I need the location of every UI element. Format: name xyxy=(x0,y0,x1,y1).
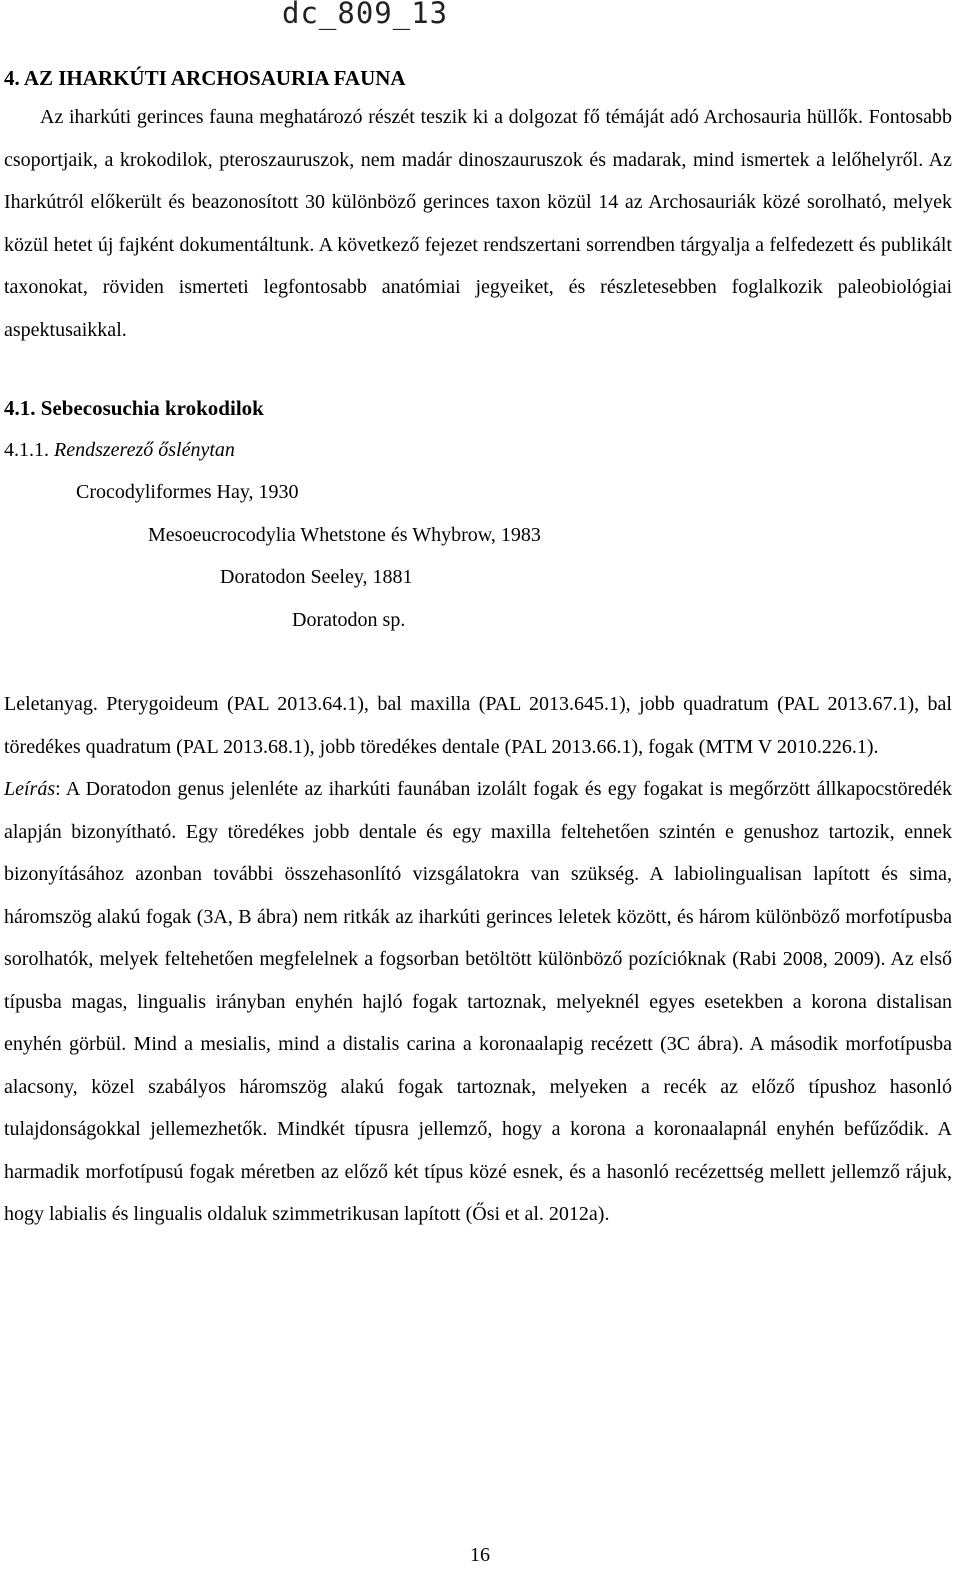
section-title: 4.1. Sebecosuchia krokodilok xyxy=(4,396,264,420)
chapter-title: 4. AZ IHARKÚTI ARCHOSAURIA FAUNA xyxy=(4,66,406,90)
subsection-title: Rendszerező őslénytan xyxy=(54,439,235,461)
material-paragraph: Leletanyag. Pterygoideum (PAL 2013.64.1), bal maxilla (PAL 2013.645.1), jobb quadratum (PAL 2013.67.1), bal töredékes quadratum (PAL 2013.68.1), jobb töredékes dentale (PAL 2013.66.1), fogak (MTM V 2010.226.1). xyxy=(4,693,952,758)
intro-paragraph: Az iharkúti gerinces fauna meghatározó részét teszik ki a dolgozat fő témáját adó Archosauria hüllők. Fontosabb csoportjaik, a krokodilok, pteroszauruszok, nem madár dinoszauruszok és madarak, mind ismertek a lelőhelyről. Az Iharkútról előkerült és beazonosított 30 különböző gerinces taxon közül 14 az Archosauriák közé sorolható, melyek közül hetet új fajként dokumentáltunk. A következő fejezet rendszertani sorrendben tárgyalja a felfedezett és publikált taxonokat, röviden ismerteti legfontosabb anatómiai jegyeiket, és részletesebben foglalkozik paleobiológiai aspektusaikkal. xyxy=(4,106,952,341)
document-code: dc_809_13 xyxy=(282,0,449,30)
spacer xyxy=(4,641,952,683)
taxon-level-2: Mesoeucrocodylia Whetstone és Whybrow, 1983 xyxy=(148,523,541,546)
subsection-number: 4.1.1. xyxy=(4,439,49,461)
description-text: : A Doratodon genus jelenléte az iharkúti faunában izolált fogak és egy fogakat is megőrzött állkapocstöredék alapján bizonyítható. Egy töredékes jobb dentale és egy maxilla feltehetően szintén e genushoz tartozik, ennek bizonyításához azonban további összehasonlító vizsgálatokra van szükség. A labiolingualisan lapított és sima, háromszög alakú fogak (3A, B ábra) nem ritkák az iharkúti gerinces leletek között, és három különböző morfotípusba sorolhatók, melyek feltehetően megfelelnek a fogsorban betöltött különböző pozícióknak (Rabi 2008, 2009). Az első típusba magas, lingualis irányban enyhén hajló fogak tartoznak, melyeknél egyes esetekben a korona distalisan enyhén görbül. Mind a mesialis, mind a distalis carina a koronaalapig recézett (3C ábra). A második morfotípusba alacsony, közel szabályos háromszög alakú fogak tartoznak, melyeken a recék az előző típushoz hasonló tulajdonságokkal jellemezhetők. Mindkét típusra jellemző, hogy a korona a koronaalapnál enyhén befűződik. A harmadik morfotípusú fogak méretben az előző két típus közé esnek, és a hasonló recézettség mellett jellemző rájuk, hogy labialis és lingualis oldaluk szimmetrikusan lapított (Ősi et al. 2012a). xyxy=(4,778,952,1225)
page-number: 16 xyxy=(470,1544,490,1566)
taxon-level-3: Doratodon Seeley, 1881 xyxy=(220,566,413,588)
taxon-level-4: Doratodon sp. xyxy=(292,608,406,631)
taxon-level-1: Crocodyliformes Hay, 1930 xyxy=(76,481,299,503)
description-label: Leírás xyxy=(4,778,56,800)
page-content xyxy=(4,60,952,1236)
description-paragraph xyxy=(4,768,952,1236)
subsection-heading xyxy=(4,429,952,471)
